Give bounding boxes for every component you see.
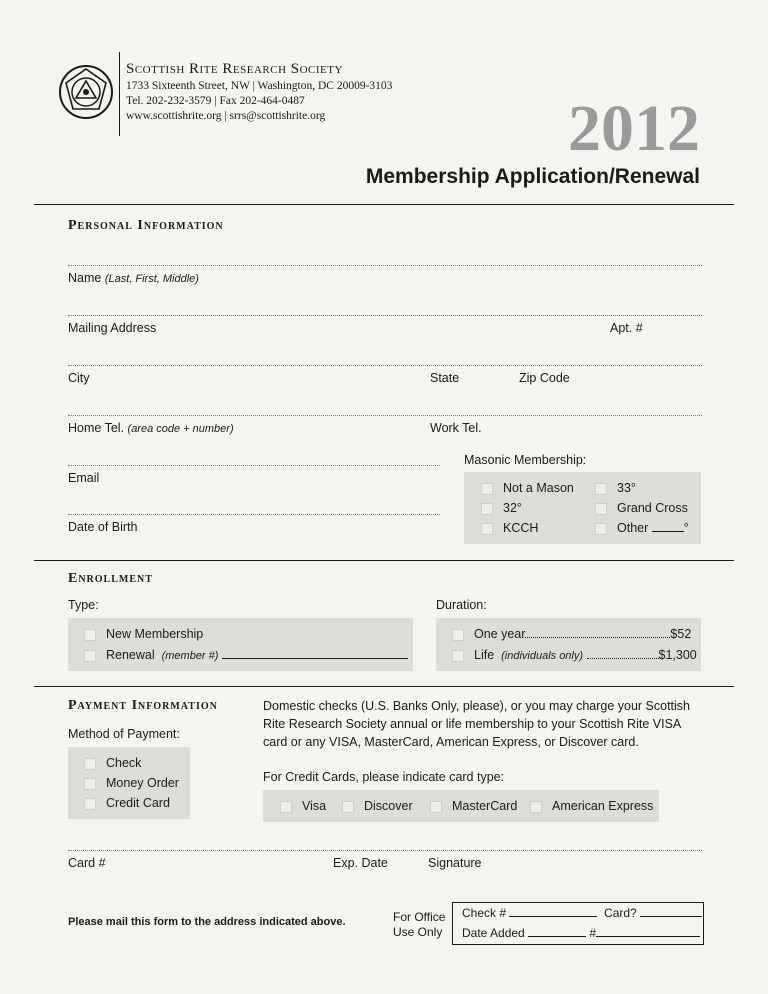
option-label: American Express <box>552 799 654 813</box>
method-label: Method of Payment: <box>68 727 180 741</box>
option-label: MasterCard <box>452 799 518 813</box>
checkbox[interactable] <box>595 523 607 535</box>
option-label: Money Order <box>106 776 179 790</box>
signature-label: Signature <box>428 856 482 870</box>
home-tel-label-text: Home Tel. <box>68 421 125 435</box>
email-label: Email <box>68 471 100 485</box>
duration-option-one-year[interactable] <box>452 627 691 641</box>
payment-description: Domestic checks (U.S. Banks Only, please), or you may charge your Scottish Rite Research Society annual or life membership to your Scottish Rite VISA card or any VISA, MasterCard, American Express, or Discover card. <box>263 699 691 749</box>
option-label: 32° <box>503 501 522 515</box>
duration-option-life[interactable] <box>452 648 697 662</box>
number-label: # <box>589 926 597 940</box>
option-label: Other <box>617 521 649 535</box>
checkbox[interactable] <box>84 629 96 641</box>
logo-emblem-icon <box>58 64 114 120</box>
option-label: Credit Card <box>106 796 170 810</box>
apt-label: Apt. # <box>610 321 643 335</box>
city-field-line[interactable] <box>68 365 702 366</box>
header-divider <box>119 52 120 136</box>
life-price: $1,300 <box>658 648 697 662</box>
name-hint: (Last, First, Middle) <box>104 273 199 285</box>
masonic-option-33[interactable] <box>595 481 636 495</box>
checkbox[interactable] <box>84 758 96 770</box>
home-tel-hint: (area code + number) <box>127 423 234 435</box>
number-field[interactable] <box>596 926 700 937</box>
checkbox[interactable] <box>481 483 493 495</box>
masonic-option-grand-cross[interactable] <box>595 501 688 515</box>
checkbox[interactable] <box>280 801 292 813</box>
card-check-label: Card? <box>604 906 637 920</box>
enrollment-rule <box>34 686 734 687</box>
method-option-check[interactable] <box>84 756 141 770</box>
option-label: Renewal <box>106 648 155 662</box>
checkbox[interactable] <box>530 801 542 813</box>
member-number-field[interactable] <box>222 648 408 659</box>
option-label: Visa <box>302 799 327 813</box>
option-label: KCCH <box>503 521 539 535</box>
org-name: Scottish Rite Research Society <box>126 61 343 77</box>
dob-field-line[interactable] <box>68 514 440 515</box>
type-option-new[interactable] <box>84 627 203 641</box>
other-degree-field[interactable] <box>652 521 684 532</box>
mailing-field-line[interactable] <box>68 315 702 316</box>
price-leader <box>525 628 670 638</box>
email-field-line[interactable] <box>68 465 440 466</box>
price-leader <box>587 649 659 659</box>
card-field-line[interactable] <box>68 850 702 851</box>
card-check-field[interactable] <box>640 906 702 917</box>
card-option-visa[interactable] <box>280 799 326 813</box>
header-rule <box>34 204 734 205</box>
card-type-label: For Credit Cards, please indicate card type: <box>263 770 505 784</box>
masonic-option-other[interactable] <box>595 521 689 535</box>
personal-section-title: Personal Information <box>68 218 224 233</box>
method-option-credit-card[interactable] <box>84 796 170 810</box>
option-label: Grand Cross <box>617 501 688 515</box>
name-label <box>68 271 199 285</box>
option-label: Check <box>106 756 142 770</box>
masonic-option-kcch[interactable] <box>481 521 538 535</box>
type-box <box>68 618 413 671</box>
duration-label: Duration: <box>436 598 487 612</box>
mailing-label: Mailing Address <box>68 321 157 335</box>
option-label: Not a Mason <box>503 481 574 495</box>
method-option-money-order[interactable] <box>84 776 179 790</box>
checkbox[interactable] <box>595 503 607 515</box>
org-web: www.scottishrite.org | srrs@scottishrite.org <box>126 110 326 122</box>
checkbox[interactable] <box>481 503 493 515</box>
type-label: Type: <box>68 598 99 612</box>
exp-date-label: Exp. Date <box>333 856 388 870</box>
one-year-price: $52 <box>670 627 692 641</box>
name-field-line[interactable] <box>68 265 702 266</box>
checkbox[interactable] <box>452 650 464 662</box>
org-address: 1733 Sixteenth Street, NW | Washington, DC 20009-3103 <box>126 80 393 92</box>
option-label: New Membership <box>106 627 204 641</box>
card-number-label: Card # <box>68 856 106 870</box>
date-added-label: Date Added <box>462 926 525 940</box>
checkbox[interactable] <box>84 650 96 662</box>
zip-label: Zip Code <box>519 371 570 385</box>
personal-rule <box>34 560 734 561</box>
date-added-field[interactable] <box>528 926 586 937</box>
life-hint: (individuals only) <box>501 650 584 662</box>
masonic-option-32[interactable] <box>481 501 522 515</box>
work-tel-label: Work Tel. <box>430 421 482 435</box>
checkbox[interactable] <box>342 801 354 813</box>
checkbox[interactable] <box>595 483 607 495</box>
office-check-row <box>462 906 702 920</box>
duration-box <box>436 618 701 671</box>
name-label-text: Name <box>68 271 102 285</box>
card-option-amex[interactable] <box>530 799 653 813</box>
city-label: City <box>68 371 90 385</box>
checkbox[interactable] <box>481 523 493 535</box>
form-title: Membership Application/Renewal <box>365 165 700 188</box>
home-tel-label <box>68 421 234 435</box>
dob-label: Date of Birth <box>68 520 138 534</box>
checkbox[interactable] <box>84 778 96 790</box>
office-use-line2: Use Only <box>393 925 443 939</box>
payment-section-title: Payment Information <box>68 698 218 713</box>
option-label: Discover <box>364 799 413 813</box>
type-option-renewal[interactable] <box>84 648 408 662</box>
mail-note: Please mail this form to the address indicated above. <box>68 916 346 928</box>
card-option-discover[interactable] <box>342 799 413 813</box>
enrollment-section-title: Enrollment <box>68 571 153 586</box>
checkbox[interactable] <box>430 801 442 813</box>
checkbox[interactable] <box>452 629 464 641</box>
checkbox[interactable] <box>84 798 96 810</box>
renewal-hint: (member #) <box>161 650 219 662</box>
office-use-line1: For Office <box>393 910 446 924</box>
masonic-option-not-mason[interactable] <box>481 481 574 495</box>
masonic-title: Masonic Membership: <box>464 453 587 467</box>
org-phone: Tel. 202-232-3579 | Fax 202-464-0487 <box>126 95 305 107</box>
card-option-mastercard[interactable] <box>430 799 517 813</box>
form-year: 2012 <box>568 92 700 165</box>
check-number-field[interactable] <box>509 906 597 917</box>
check-number-label: Check # <box>462 906 507 920</box>
phone-field-line[interactable] <box>68 415 702 416</box>
office-date-row <box>462 926 700 940</box>
option-label: One year <box>474 627 526 641</box>
state-label: State <box>430 371 460 385</box>
option-label: Life <box>474 648 495 662</box>
degree-symbol: ° <box>683 521 689 535</box>
option-label: 33° <box>617 481 636 495</box>
